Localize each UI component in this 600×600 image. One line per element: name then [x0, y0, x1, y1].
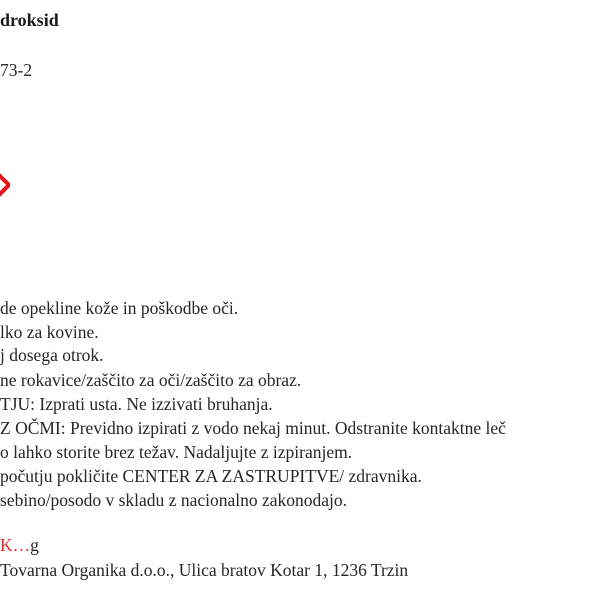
precautionary-statement: Z OČMI: Previdno izpirati z vodo nekaj minut. Odstranite kontaktne leč — [0, 418, 506, 438]
hazard-statement: de opekline kože in poškodbe oči. — [0, 298, 239, 318]
hazard-statement: lko za kovine. — [0, 322, 99, 342]
cas-number: 73-2 — [0, 60, 33, 80]
net-quantity-unit: g — [30, 535, 39, 555]
precautionary-statement: TJU: Izprati usta. Ne izzivati bruhanja. — [0, 394, 273, 414]
precautionary-statement: počutju pokličite CENTER ZA ZASTRUPITVE/ zdravnika. — [0, 466, 422, 486]
precautionary-statement: j dosega otrok. — [0, 345, 104, 365]
supplier-address: Tovarna Organika d.o.o., Ulica bratov Kotar 1, 1236 Trzin — [0, 560, 409, 580]
net-quantity-value: K… — [0, 535, 31, 555]
ghs-hazard-diamond-icon — [0, 170, 10, 200]
product-name: droksid — [0, 10, 59, 30]
net-quantity — [0, 535, 39, 556]
precautionary-statement: ne rokavice/zaščito za oči/zaščito za obraz. — [0, 370, 302, 390]
precautionary-statement: o lahko storite brez težav. Nadaljujte z izpiranjem. — [0, 442, 353, 462]
precautionary-statement: sebino/posodo v skladu z nacionalno zakonodajo. — [0, 490, 348, 510]
